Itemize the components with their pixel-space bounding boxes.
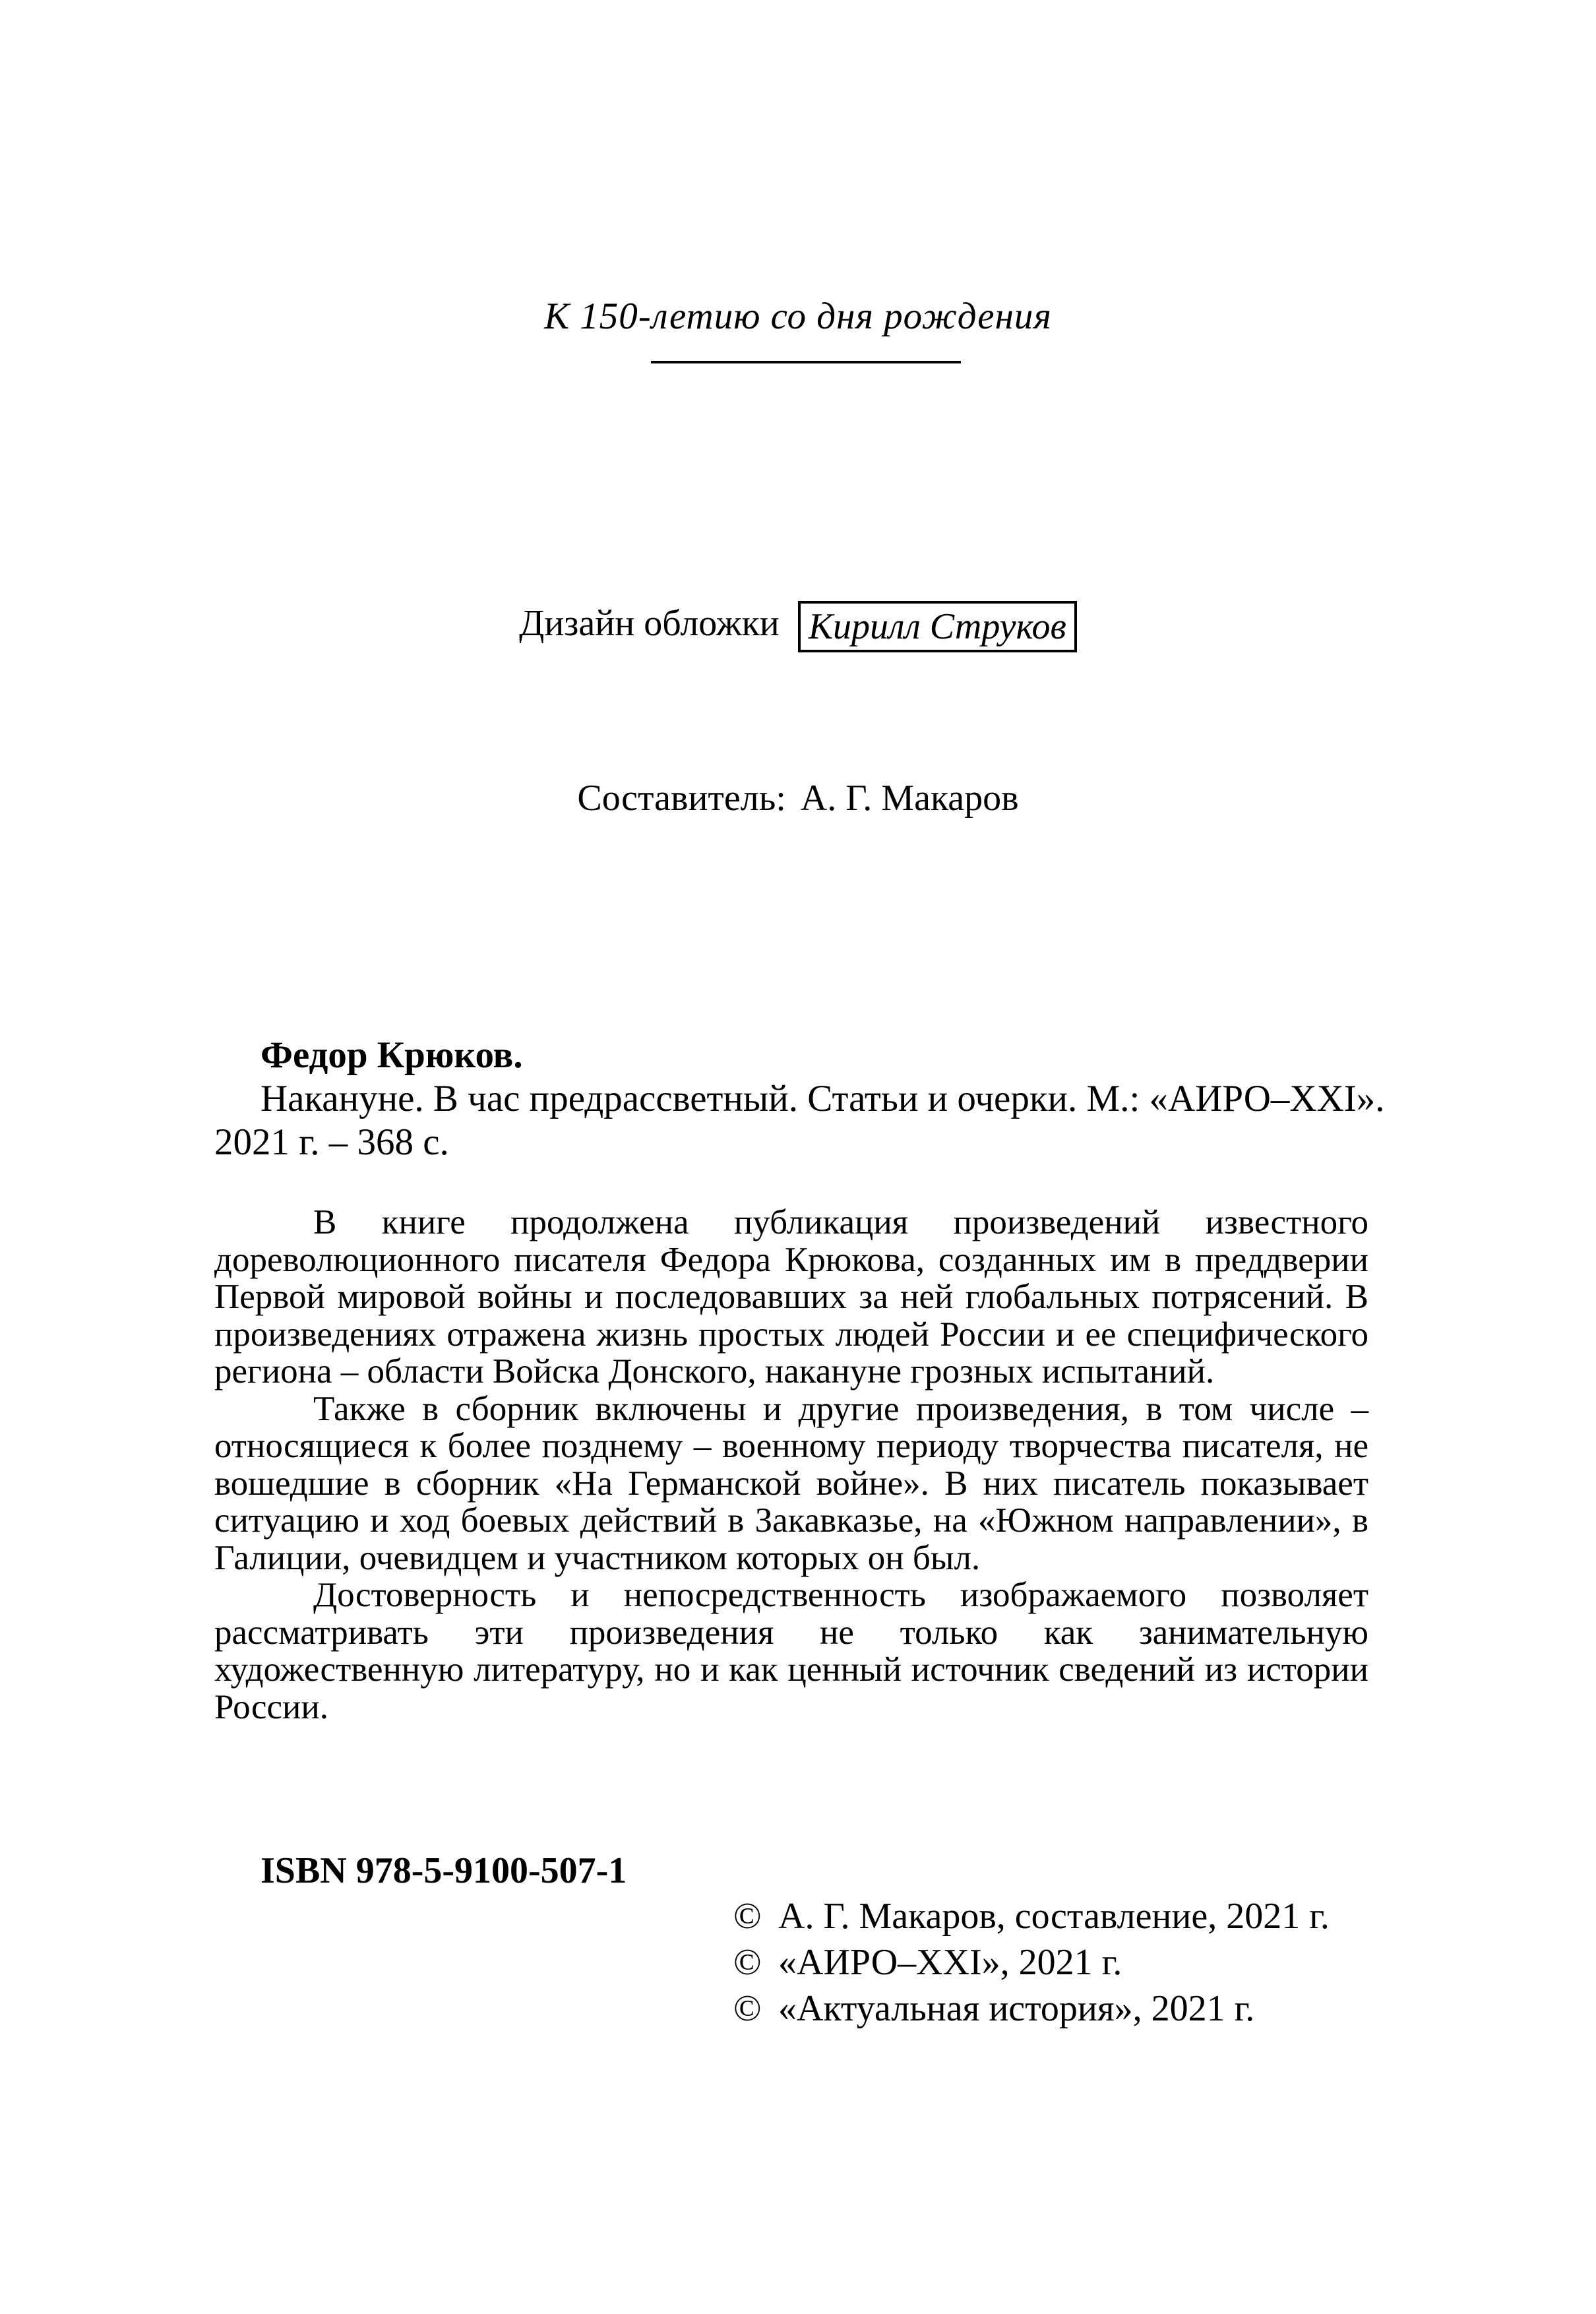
compiler-name: А. Г. Макаров: [800, 778, 1019, 819]
annotation-paragraph: Достоверность и непосредственность изображаемого позволяет рассматривать эти произведения не только как занимательную художественную литературу, но и как ценный источник сведений из истории России.: [214, 1576, 1368, 1726]
bibliographic-title: Накануне. В час предрассветный. Статьи и очерки. М.: «АИРО–XXI».: [261, 1078, 1385, 1119]
bibliographic-year: 2021 г. – 368 с.: [214, 1121, 449, 1163]
bibliographic-author: Федор Крюков.: [261, 1034, 523, 1076]
cover-design-label: Дизайн обложки: [519, 603, 780, 644]
annotation-paragraph: Также в сборник включены и другие произведения, в том числе – относящиеся к более позднему – военному периоду творчества писателя, не вошедшие в сборник «На Германской войне». В них писатель показывает ситуацию и ход боевых действий в Закавказье, на «Южном направлении», в Галиции, очевидцем и участником которых он был.: [214, 1389, 1368, 1577]
copyright-sign: ©: [733, 1942, 762, 1983]
copyright-text: «АИРО–XXI», 2021 г.: [778, 1942, 1122, 1983]
copyright-sign: ©: [733, 1896, 762, 1937]
copyright-line: [733, 1986, 1330, 2032]
cover-designer-name: Кирилл Струков: [798, 601, 1077, 652]
compiler-credit: [0, 772, 1596, 825]
annotation-paragraph: В книге продолжена публикация произведений известного дореволюционного писателя Федора Крюкова, созданных им в преддверии Первой мировой войны и последовавших за ней глобальных потрясений. В произведениях отражена жизнь простых людей России и ее специфического региона – области Войска Донского, накануне грозных испытаний.: [214, 1203, 1368, 1391]
isbn: ISBN 978-5-9100-507-1: [261, 1850, 627, 1891]
compiler-label: Составитель:: [577, 778, 786, 819]
copyright-line: [733, 1939, 1330, 1986]
copyright-text: «Актуальная история», 2021 г.: [778, 1988, 1255, 2029]
dedication-rule: [651, 361, 961, 363]
copyright-line: [733, 1893, 1330, 1939]
dedication-heading: К 150-летию со дня рождения: [544, 296, 1052, 337]
copyright-block: [733, 1893, 1330, 2032]
annotation: [214, 1204, 1368, 1726]
copyright-sign: ©: [733, 1988, 762, 2029]
copyright-text: А. Г. Макаров, составление, 2021 г.: [778, 1896, 1330, 1937]
cover-design-credit: [0, 597, 1596, 652]
